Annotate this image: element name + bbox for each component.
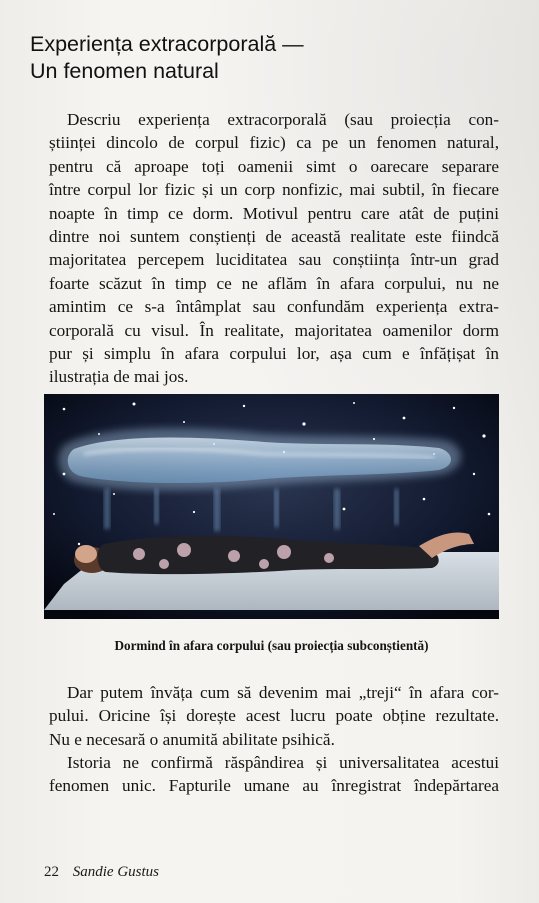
page-footer: [44, 864, 159, 881]
text-line: pului. Oricine își dorește acest lucru poate obține rezultate.: [49, 706, 499, 726]
page-number: 22: [44, 864, 59, 880]
paragraph-history: [49, 751, 499, 798]
text-line: majoritatea percepem luciditatea sau conștiința într-un grad: [49, 250, 499, 270]
heading-line-2: Un fenomen natural: [30, 59, 219, 83]
figure-caption: Dormind în afara corpului (sau proiecția subconștientă): [114, 638, 429, 653]
text-line: dintre noi suntem conștienți de această realitate este fiindcă: [49, 227, 499, 247]
text-line: ilustrația de mai jos.: [49, 367, 189, 387]
heading-line-1: Experiența extracorporală —: [30, 32, 304, 56]
paragraph-intro: [49, 108, 499, 389]
text-line: științei dincolo de corpul fizic) ca pe un fenomen natural,: [49, 133, 499, 153]
text-line: Nu e necesară o anumită abilitate psihică.: [49, 729, 335, 749]
text-line: pur și simplu în afara corpului lor, așa cum e înfățișat în: [49, 344, 499, 364]
text-line: pentru că aproape toți oamenii simt o oarecare separare: [49, 156, 499, 176]
illustration-graphic: [44, 394, 499, 619]
section-heading: [30, 31, 330, 85]
text-line: între corpul lor fizic și un corp nonfizic, mai subtil, în fiecare: [49, 180, 499, 200]
text-line: Istoria ne confirmă răspândirea și universalitatea acestui: [67, 753, 499, 772]
text-line: corporală cu visul. În realitate, majoritatea oamenilor dorm: [49, 320, 499, 340]
paragraph-awake: [49, 681, 499, 751]
text-line: noapte în timp ce dorm. Motivul pentru care atât de puțini: [49, 203, 499, 223]
text-line: Descriu experiența extracorporală (sau proiecția con-: [67, 110, 499, 129]
author-name: Sandie Gustus: [72, 864, 159, 880]
text-line: Dar putem învăța cum să devenim mai „treji“ în afara cor-: [67, 683, 499, 702]
text-line: foarte scăzut în timp ce ne aflăm în afara corpului, nu ne: [49, 273, 499, 293]
illustration-astral-sleep: [44, 394, 499, 619]
text-line: fenomen unic. Fapturile umane au înregistrat îndepărtarea: [49, 776, 499, 796]
text-line: amintim ce s-a întâmplat sau confundăm experiența extra-: [49, 297, 499, 317]
